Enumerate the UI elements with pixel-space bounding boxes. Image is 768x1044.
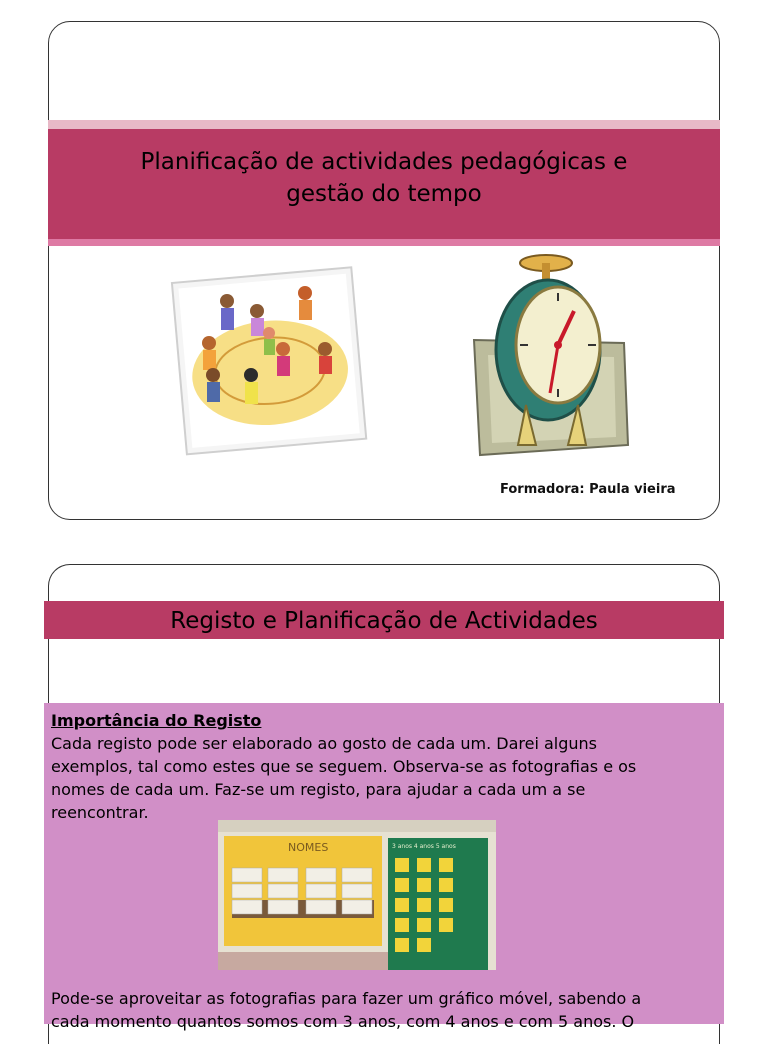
paragraph-line-4: reencontrar.: [51, 803, 149, 822]
bottom-text: [51, 987, 721, 1033]
classroom-registry-photo: [218, 820, 496, 970]
section-heading: Importância do Registo: [51, 711, 262, 730]
paragraph-line-3: nomes de cada um. Faz-se um registo, para ajudar a cada um a se: [51, 780, 586, 799]
paragraph-line-1: Cada registo pode ser elaborado ao gosto de cada um. Darei alguns: [51, 734, 597, 753]
bottom-line-1: Pode-se aproveitar as fotografias para fazer um gráfico móvel, sabendo a: [51, 989, 642, 1008]
paragraph-line-2: exemplos, tal como estes que se seguem. Observa-se as fotografias e os: [51, 757, 637, 776]
content-text: [51, 709, 721, 824]
chart-header-label: 3 anos 4 anos 5 anos: [392, 843, 456, 850]
alarm-clock-illustration: [466, 245, 636, 465]
title-line-1: Planificação de actividades pedagógicas e: [140, 149, 628, 175]
title-band-top-stripe: [48, 120, 720, 129]
slide-2-title: Registo e Planificação de Actividades: [170, 608, 598, 634]
board-label: NOMES: [288, 841, 329, 854]
children-playing-illustration: [165, 263, 370, 458]
slide-1-title: [48, 146, 720, 210]
presenter-credit: Formadora: Paula vieira: [500, 482, 676, 497]
bottom-line-2: cada momento quantos somos com 3 anos, com 4 anos e com 5 anos. O: [51, 1012, 635, 1031]
title-line-2: gestão do tempo: [286, 181, 482, 207]
